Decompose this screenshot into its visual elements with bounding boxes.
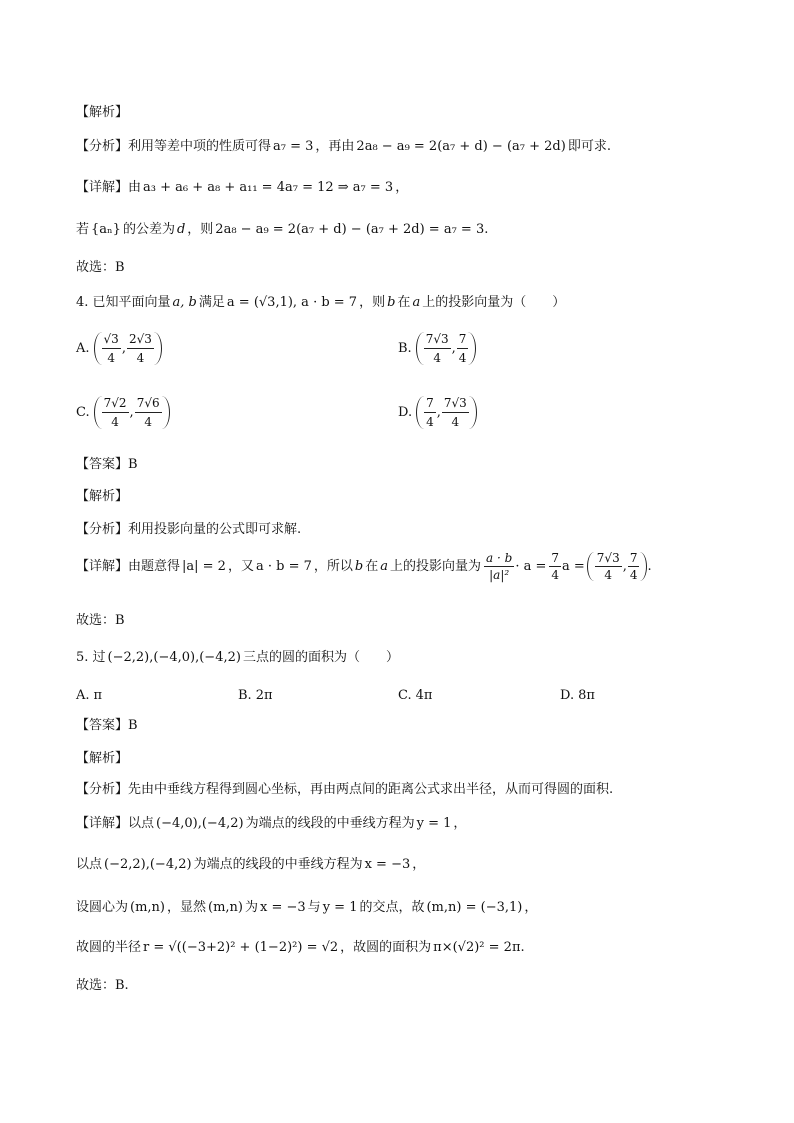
text: 设圆心为: [76, 900, 129, 915]
q5-stem: [76, 651, 401, 664]
punct: .: [647, 559, 652, 574]
numerator: 7√6: [135, 396, 162, 413]
text: 上的投影向量为: [390, 559, 482, 574]
denominator: 4: [451, 415, 460, 429]
numerator: 2√3: [127, 332, 154, 349]
text: 【详解】由题意得: [76, 559, 181, 574]
guxuan-text: 故选：B: [76, 613, 125, 628]
numerator: 7: [424, 396, 436, 413]
q5-xiangjie-line1: [76, 817, 468, 830]
math-expr: x = −3: [260, 900, 306, 915]
numerator: 7: [457, 332, 469, 349]
q5-xiangjie-line4: [76, 941, 527, 954]
text: 【详解】以点: [76, 816, 155, 831]
q5-daan: [76, 719, 140, 732]
math-expr: r = √((−3+2)² + (1−2)²) = √2: [143, 940, 339, 955]
guxuan-text: 故选：B: [76, 260, 125, 275]
option-label: D.: [560, 688, 575, 703]
punct: ，: [395, 180, 409, 195]
option-label: A.: [76, 341, 90, 356]
denominator: 4: [111, 415, 119, 429]
text: 为端点的线段的中垂线方程为: [193, 857, 363, 872]
fraction: [135, 396, 162, 429]
denominator: 4: [144, 415, 152, 429]
math-expr: (−4,0),(−4,2): [156, 816, 244, 831]
jiexi-label: 【解析】: [76, 105, 129, 120]
q3-jiexi-heading: [76, 106, 130, 119]
punct: ，: [412, 857, 426, 872]
math-expr: (−2,2),(−4,0),(−4,2): [107, 650, 241, 665]
text: 三点的圆的面积为（ ）: [242, 650, 399, 665]
math-expr: y = 1: [322, 900, 358, 915]
option-value: 8π: [578, 688, 595, 703]
daan-text: 【答案】B: [76, 718, 138, 733]
punct: ，: [453, 816, 467, 831]
math-expr: 2a₈ − a₉ = 2(a₇ + d) − (a₇ + 2d): [356, 139, 566, 154]
text: 与: [307, 900, 321, 915]
text: ，显然: [167, 900, 207, 915]
q5-option-c[interactable]: [398, 688, 436, 703]
option-label: C.: [76, 405, 90, 420]
q5-option-b[interactable]: [238, 688, 277, 703]
q5-jiexi: [76, 752, 130, 765]
q4-xiangjie: [76, 552, 654, 581]
math-expr: b: [354, 559, 364, 574]
fraction: [424, 332, 451, 365]
vector-paren: $\frac{7}{4}$ , $\frac{7√3}{4}$: [416, 396, 477, 429]
q5-guxuan: [76, 979, 131, 992]
math-expr: a = (√3,1), a · b = 7: [226, 295, 358, 310]
jiexi-label: 【解析】: [76, 489, 129, 504]
vector-paren: $\frac{7√3}{4}$ , $\frac{7}{4}$: [416, 332, 477, 365]
denominator: 4: [136, 351, 145, 365]
q5-xiangjie-line3: [76, 901, 539, 914]
fraction: [484, 552, 514, 581]
punct: ，: [524, 900, 538, 915]
math-expr: (m,n): [208, 900, 243, 915]
q4-option-b[interactable]: [398, 332, 480, 365]
text: 为: [245, 900, 259, 915]
fenxi-text: 即可求.: [567, 139, 611, 154]
q4-option-a[interactable]: [76, 332, 166, 365]
vector-paren: $\frac{7√2}{4}$ , $\frac{7√6}{4}$: [94, 396, 170, 429]
numerator: 7: [551, 551, 559, 565]
guxuan-text: 故选：B.: [76, 978, 129, 993]
vector-paren: $\frac{7√3}{4}$ , $\frac{7}{4}$: [587, 552, 648, 581]
math-expr: a · b = 7: [255, 559, 312, 574]
math-expr: (−2,2),(−4,2): [104, 857, 192, 872]
vector-paren: $\frac{√3}{4}$ , $\frac{2√3}{4}$: [94, 332, 162, 365]
option-value: 4π: [415, 688, 433, 703]
math-expr: π×(√2)² = 2π.: [433, 940, 525, 955]
q4-guxuan: [76, 614, 127, 627]
math-expr: (m,n): [130, 900, 165, 915]
option-label: D.: [398, 405, 413, 420]
text: ，所以: [313, 559, 353, 574]
numerator: 7√3: [596, 551, 620, 565]
q3-guxuan: [76, 261, 127, 274]
fraction: [628, 552, 640, 581]
math-expr: a: [380, 559, 389, 574]
text: 的公差为: [122, 222, 175, 237]
option-label: B.: [398, 341, 412, 356]
q3-xiangjie-line: [76, 181, 410, 194]
text: ，则: [187, 222, 214, 237]
jiexi-label: 【解析】: [76, 751, 129, 766]
fenxi-text: 【分析】利用等差中项的性质可得: [76, 139, 272, 154]
fenxi-text: ，再由: [315, 139, 355, 154]
fraction: [595, 552, 622, 581]
math-expr: a₇ = 3: [273, 139, 314, 154]
denominator: |a|²: [489, 568, 510, 582]
q4-daan: [76, 458, 140, 471]
math-expr: {aₙ}: [91, 222, 121, 237]
fenxi-text: 【分析】利用投影向量的公式即可求解.: [76, 522, 302, 537]
math-expr: · a =: [515, 559, 547, 574]
text: 满足: [198, 295, 225, 310]
fraction: [549, 552, 561, 581]
math-expr: |a| = 2: [182, 559, 226, 574]
text: 的交点，故: [359, 900, 425, 915]
math-expr: a, b: [172, 295, 197, 310]
text: 以点: [76, 857, 103, 872]
denominator: 4: [426, 415, 434, 429]
q4-option-d[interactable]: [398, 396, 481, 429]
numerator: 7√3: [442, 396, 469, 413]
option-value: π: [93, 688, 103, 703]
numerator: 7√2: [102, 396, 129, 413]
option-value: 2π: [255, 688, 273, 703]
q5-xiangjie-line2: [76, 858, 427, 871]
denominator: 4: [604, 568, 613, 582]
option-label: A.: [76, 688, 90, 703]
q5-fenxi: [76, 783, 615, 796]
text: 4. 已知平面向量: [76, 295, 171, 310]
math-expr: (m,n) = (−3,1): [426, 900, 523, 915]
fraction: [127, 332, 154, 365]
denominator: 4: [629, 568, 638, 582]
text: ，故圆的面积为: [340, 940, 432, 955]
math-expr: a =: [562, 559, 585, 574]
numerator: 7: [629, 551, 638, 565]
denominator: 4: [107, 351, 115, 365]
q5-option-d[interactable]: [560, 688, 599, 703]
fenxi-text: 【分析】先由中垂线方程得到圆心坐标，再由两点间的距离公式求出半径，从而可得圆的面积.: [76, 782, 614, 797]
q3-fenxi-line: [76, 140, 613, 153]
xiangjie-text: 【详解】由: [76, 180, 142, 195]
fraction: [424, 396, 436, 429]
numerator: √3: [102, 332, 121, 349]
math-expr: x = −3: [364, 857, 411, 872]
math-expr: d: [176, 222, 186, 237]
fraction: [457, 332, 469, 365]
fraction: [102, 396, 129, 429]
math-expr: y = 1: [416, 816, 452, 831]
text: 在: [397, 295, 411, 310]
q4-jiexi: [76, 490, 130, 503]
math-expr: 2a₈ − a₉ = 2(a₇ + d) − (a₇ + 2d) = a₇ = 3.: [215, 222, 489, 237]
fraction: [102, 332, 121, 365]
text: 为端点的线段的中垂线方程为: [245, 816, 415, 831]
text: ，则: [359, 295, 386, 310]
denominator: 4: [551, 568, 559, 582]
denominator: 4: [458, 351, 467, 365]
option-label: C.: [398, 688, 412, 703]
denominator: 4: [433, 351, 441, 365]
text: ，又: [227, 559, 254, 574]
math-expr: a₃ + a₆ + a₈ + a₁₁ = 4a₇ = 12 ⇒ a₇ = 3: [143, 180, 394, 195]
q5-option-a[interactable]: [76, 688, 106, 703]
q3-ruo-line: [76, 223, 490, 236]
text: 5. 过: [76, 650, 106, 665]
numerator: 7√3: [424, 332, 451, 349]
text: 若: [76, 222, 90, 237]
option-label: B.: [238, 688, 252, 703]
fraction: [442, 396, 469, 429]
q4-stem: [76, 296, 567, 309]
text: 故圆的半径: [76, 940, 142, 955]
q4-fenxi: [76, 523, 303, 536]
numerator: a · b: [486, 551, 513, 565]
text: 在: [365, 559, 379, 574]
q4-option-c[interactable]: [76, 396, 174, 429]
text: 上的投影向量为（ ）: [422, 295, 566, 310]
math-expr: b: [387, 295, 396, 310]
daan-text: 【答案】B: [76, 457, 138, 472]
math-expr: a: [412, 295, 421, 310]
